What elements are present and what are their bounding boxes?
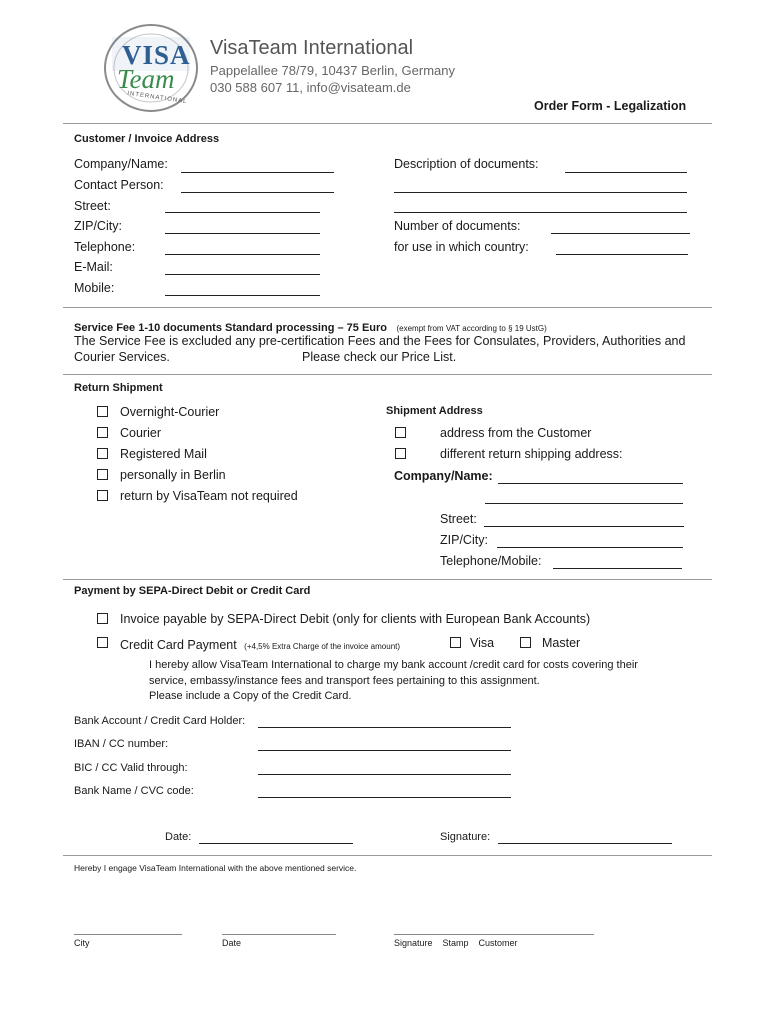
ship-company-label: Company/Name: (394, 469, 493, 483)
sepa-label: Invoice payable by SEPA-Direct Debit (only for clients with European Bank Accounts) (120, 612, 591, 626)
shipment-address-heading: Shipment Address (386, 405, 483, 417)
email-field[interactable] (165, 274, 320, 275)
overnight-courier-checkbox[interactable] (97, 406, 108, 417)
courier-checkbox[interactable] (97, 427, 108, 438)
master-checkbox[interactable] (520, 637, 531, 648)
divider (63, 374, 712, 375)
credit-card-label: Credit Card Payment (120, 638, 237, 652)
courier-label: Courier (120, 426, 161, 440)
city-label: City (74, 938, 90, 948)
street-label: Street: (74, 199, 111, 213)
company-logo (103, 23, 199, 113)
country-field[interactable] (556, 254, 688, 255)
ship-phone-label: Telephone/Mobile: (440, 554, 542, 568)
payment-heading: Payment by SEPA-Direct Debit or Credit Card (74, 585, 311, 597)
logo-ring-text: INTERNATIONAL (126, 90, 188, 106)
registered-mail-checkbox[interactable] (97, 448, 108, 459)
no-return-checkbox[interactable] (97, 490, 108, 501)
bic-label: BIC / CC Valid through: (74, 762, 188, 774)
company-name-field[interactable] (181, 172, 334, 173)
description-field[interactable] (565, 172, 687, 173)
different-address-checkbox[interactable] (395, 448, 406, 459)
bank-name-field[interactable] (258, 797, 511, 798)
customer-address-checkbox[interactable] (395, 427, 406, 438)
personally-berlin-checkbox[interactable] (97, 469, 108, 480)
no-return-label: return by VisaTeam not required (120, 489, 298, 503)
company-name-label: Company/Name: (74, 157, 168, 171)
divider (63, 307, 712, 308)
telephone-label: Telephone: (74, 240, 136, 254)
signature-label: Signature: (440, 831, 491, 843)
telephone-field[interactable] (165, 254, 320, 255)
footer-date-line[interactable] (222, 934, 336, 935)
bank-name-label: Bank Name / CVC code: (74, 785, 194, 797)
divider (63, 855, 712, 856)
customer-heading: Customer / Invoice Address (74, 133, 220, 145)
signature-field[interactable] (498, 843, 672, 844)
contact-person-label: Contact Person: (74, 178, 164, 192)
mobile-label: Mobile: (74, 281, 115, 295)
credit-card-note: (+4,5% Extra Charge of the invoice amount) (244, 642, 401, 651)
divider (63, 123, 712, 124)
holder-label: Bank Account / Credit Card Holder: (74, 715, 246, 727)
ship-street-label: Street: (440, 512, 477, 526)
ship-zip-label: ZIP/City: (440, 533, 488, 547)
service-fee-title: Service Fee 1-10 documents Standard processing – 75 Euro (74, 322, 388, 334)
footer-date-label: Date (222, 938, 242, 948)
master-label: Master (542, 636, 581, 650)
different-address-label: different return shipping address: (440, 447, 623, 461)
visa-label: Visa (470, 636, 495, 650)
personally-berlin-label: personally in Berlin (120, 468, 226, 482)
city-line[interactable] (74, 934, 182, 935)
company-contact: 030 588 607 11, info@visateam.de (210, 80, 411, 95)
credit-card-row (120, 636, 400, 654)
country-label: for use in which country: (394, 240, 529, 254)
service-fee-text-1: The Service Fee is excluded any pre-certification Fees and the Fees for Consulates, Providers, Authorities and (74, 334, 686, 348)
authorization-text-2: service, embassy/instance fees and transport fees pertaining to this assignment. (149, 675, 540, 687)
service-fee-note: (exempt from VAT according to § 19 UstG) (396, 324, 547, 333)
authorization-text-1: I hereby allow VisaTeam International to charge my bank account /credit card for costs covering their (149, 659, 638, 671)
authorization-text-3: Please include a Copy of the Credit Card. (149, 690, 352, 702)
credit-card-checkbox[interactable] (97, 637, 108, 648)
divider (63, 579, 712, 580)
overnight-courier-label: Overnight-Courier (120, 405, 220, 419)
registered-mail-label: Registered Mail (120, 447, 207, 461)
sepa-checkbox[interactable] (97, 613, 108, 624)
description-label: Description of documents: (394, 157, 539, 171)
street-field[interactable] (165, 212, 320, 213)
company-name: VisaTeam International (210, 37, 414, 59)
ship-company-field[interactable] (498, 483, 683, 484)
contact-person-field[interactable] (181, 192, 334, 193)
logo-word-team: Team (117, 64, 175, 94)
ship-company-field-2[interactable] (485, 503, 683, 504)
footer-signature-label: Signature Stamp Customer (394, 938, 518, 948)
company-address: Pappelallee 78/79, 10437 Berlin, Germany (210, 63, 455, 78)
ship-phone-field[interactable] (553, 568, 682, 569)
description-field-2[interactable] (394, 192, 687, 193)
service-fee-text-2: Courier Services. (74, 350, 170, 364)
engage-text: Hereby I engage VisaTeam International with the above mentioned service. (74, 863, 357, 873)
number-field[interactable] (551, 233, 690, 234)
zip-city-label: ZIP/City: (74, 219, 122, 233)
holder-field[interactable] (258, 727, 511, 728)
logo-word-visa: VISA (122, 40, 191, 70)
number-label: Number of documents: (394, 219, 521, 233)
mobile-field[interactable] (165, 295, 320, 296)
visa-checkbox[interactable] (450, 637, 461, 648)
footer-signature-line[interactable] (394, 934, 594, 935)
description-field-3[interactable] (394, 212, 687, 213)
iban-label: IBAN / CC number: (74, 738, 169, 750)
form-title: Order Form - Legalization (534, 99, 687, 113)
ship-zip-field[interactable] (497, 547, 683, 548)
date-field[interactable] (199, 843, 353, 844)
date-label: Date: (165, 831, 192, 843)
ship-street-field[interactable] (484, 526, 684, 527)
bic-field[interactable] (258, 774, 511, 775)
zip-city-field[interactable] (165, 233, 320, 234)
iban-field[interactable] (258, 750, 511, 751)
price-list-text: Please check our Price List. (302, 350, 457, 364)
email-label: E-Mail: (74, 260, 113, 274)
customer-address-label: address from the Customer (440, 426, 592, 440)
return-heading: Return Shipment (74, 382, 163, 394)
